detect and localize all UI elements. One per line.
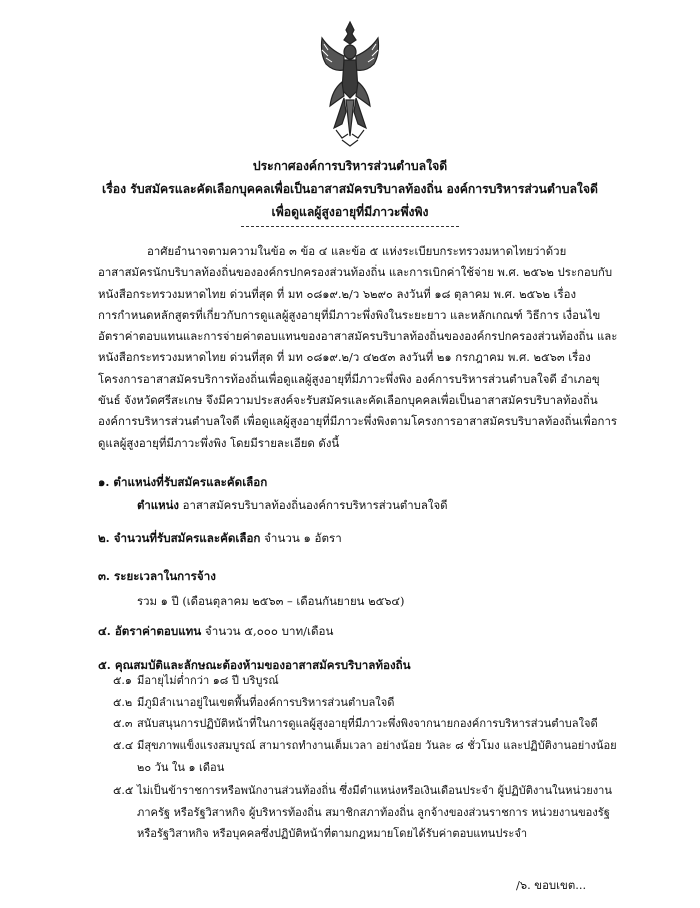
item-number: ๕.๕	[113, 784, 134, 797]
list-item	[113, 692, 653, 714]
item-number: ๕.๑	[113, 674, 132, 687]
intro-line: ขันธ์ จังหวัดศรีสะเกษ จึงมีความประสงค์จะรับสมัครและคัดเลือกบุคคลเพื่อเป็นอาสาสมัครบริบาลท้องถิ่น	[98, 393, 598, 408]
item-text: ไม่เป็นข้าราชการหรือพนักงานส่วนท้องถิ่น ซึ่งมีตำแหน่งหรือเงินเดือนประจำ ผู้ปฏิบัติงานในหน่วยงาน	[137, 784, 612, 797]
section-2-value: จำนวน ๑ อัตรา	[260, 531, 342, 545]
item-number: ๕.๓	[113, 717, 133, 730]
item-text: ภาครัฐ หรือรัฐวิสาหกิจ ผู้บริหารท้องถิ่น สมาชิกสภาท้องถิ่น ลูกจ้างของส่วนราชการ หน่วยงานของรัฐ	[137, 805, 610, 819]
announcement-title: ประกาศองค์การบริหารส่วนตำบลใจดี	[252, 159, 448, 173]
item-text: มีภูมิลำเนาอยู่ในเขตพื้นที่องค์การบริหารส่วนตำบลใจดี	[137, 696, 395, 709]
item-text: สนับสนุนการปฏิบัติหน้าที่ในการดูแลผู้สูงอายุที่มีภาวะพึ่งพิงจากนายกองค์การบริหารส่วนตำบลใจดี	[137, 717, 598, 730]
intro-line: หนังสือกระทรวงมหาดไทย ด่วนที่สุด ที่ มท ๐๘๑๙.๒/ว ๔๒๕๓ ลงวันที่ ๒๑ กรกฎาคม พ.ศ. ๒๕๖๓ เรื่อง	[98, 350, 591, 365]
section-4-value: จำนวน ๕,๐๐๐ บาท/เดือน	[201, 624, 334, 638]
list-item	[113, 780, 653, 845]
list-item	[113, 670, 653, 692]
intro-line: องค์การบริหารส่วนตำบลใจดี เพื่อดูแลผู้สูงอายุที่มีภาวะพึ่งพิงตามโครงการอาสาสมัครบริบาลท้องถิ่นเพื่อการ	[98, 414, 617, 429]
announcement-subject: เรื่อง รับสมัครและคัดเลือกบุคคลเพื่อเป็นอาสาสมัครบริบาลท้องถิ่น องค์การบริหารส่วนตำบลใจดี	[102, 182, 598, 196]
intro-line: หนังสือกระทรวงมหาดไทย ด่วนที่สุด ที่ มท ๐๘๑๙.๒/ว ๖๒๙๐ ลงวันที่ ๑๘ ตุลาคม พ.ศ. ๒๕๖๒ เรื่อง	[98, 286, 577, 301]
intro-line: อัตราค่าตอบแทนและการจ่ายค่าตอบแทนของอาสาสมัครบริบาลท้องถิ่นขององค์กรปกครองส่วนท้องถิ่น และ	[98, 329, 618, 344]
section-4-heading: ๔. อัตราค่าตอบแทน	[98, 624, 202, 638]
list-item	[113, 713, 653, 735]
item-text: มีสุขภาพแข็งแรงสมบูรณ์ สามารถทำงานเต็มเวลา อย่างน้อย วันละ ๘ ชั่วโมง และปฏิบัติงานอย่างน้อย	[137, 739, 617, 752]
section-2-heading: ๒. จำนวนที่รับสมัครและคัดเลือก	[98, 531, 261, 545]
intro-paragraph	[98, 241, 641, 454]
intro-line: ดูแลผู้สูงอายุที่มีภาวะพึ่งพิง โดยมีรายละเอียด ดังนี้	[98, 435, 340, 450]
intro-line: โครงการอาสาสมัครบริการท้องถิ่นเพื่อดูแลผู้สูงอายุที่มีภาวะพึ่งพิง องค์การบริหารส่วนตำบลใจดี อำเภอขุ	[98, 371, 600, 386]
item-text: หรือรัฐวิสาหกิจ หรือบุคคลซึ่งปฏิบัติหน้าที่ตามกฎหมายโดยได้รับค่าตอบแทนประจำ	[137, 827, 528, 840]
section-3-heading: ๓. ระยะเวลาในการจ้าง	[98, 569, 216, 583]
section-3-value: รวม ๑ ปี (เดือนตุลาคม ๒๕๖๓ – เดือนกันยายน ๒๕๖๔)	[137, 594, 405, 608]
item-text: ๒๐ วัน ใน ๑ เดือน	[137, 760, 225, 774]
continuation-note: /๖. ขอบเขต...	[516, 878, 587, 892]
intro-line: การกำหนดหลักสูตรที่เกี่ยวกับการดูแลผู้สูงอายุที่มีภาวะพึ่งพิงในระยะยาว และหลักเกณฑ์ วิธีการ เงื่อนไข	[98, 307, 601, 322]
section-1-detail	[137, 497, 448, 515]
garuda-emblem-icon	[318, 20, 382, 148]
intro-line: อาศัยอำนาจตามความในข้อ ๓ ข้อ ๔ และข้อ ๕ แห่งระเบียบกระทรวงมหาดไทยว่าด้วย	[147, 244, 567, 258]
list-item	[113, 735, 653, 778]
section-5-heading: ๕. คุณสมบัติและลักษณะต้องห้ามของอาสาสมัครบริบาลท้องถิ่น	[98, 658, 411, 672]
section-4	[98, 623, 333, 641]
announcement-subject-cont: เพื่อดูแลผู้สูงอายุที่มีภาวะพึ่งพิง	[271, 205, 429, 219]
item-number: ๕.๒	[113, 696, 133, 709]
intro-line: อาสาสมัครนักบริบาลท้องถิ่นขององค์กรปกครองส่วนท้องถิ่น และการเบิกค่าใช้จ่าย พ.ศ. ๒๕๖๒ ประกอบกับ	[98, 265, 613, 280]
position-label: ตำแหน่ง	[137, 498, 179, 512]
separator-line	[241, 226, 459, 227]
section-1-heading: ๑. ตำแหน่งที่รับสมัครและคัดเลือก	[98, 475, 268, 489]
section-2	[98, 530, 342, 548]
item-text: มีอายุไม่ต่ำกว่า ๑๘ ปี บริบูรณ์	[137, 674, 279, 687]
item-number: ๕.๔	[113, 739, 134, 752]
position-value: อาสาสมัครบริบาลท้องถิ่นองค์การบริหารส่วนตำบลใจดี	[179, 498, 448, 512]
